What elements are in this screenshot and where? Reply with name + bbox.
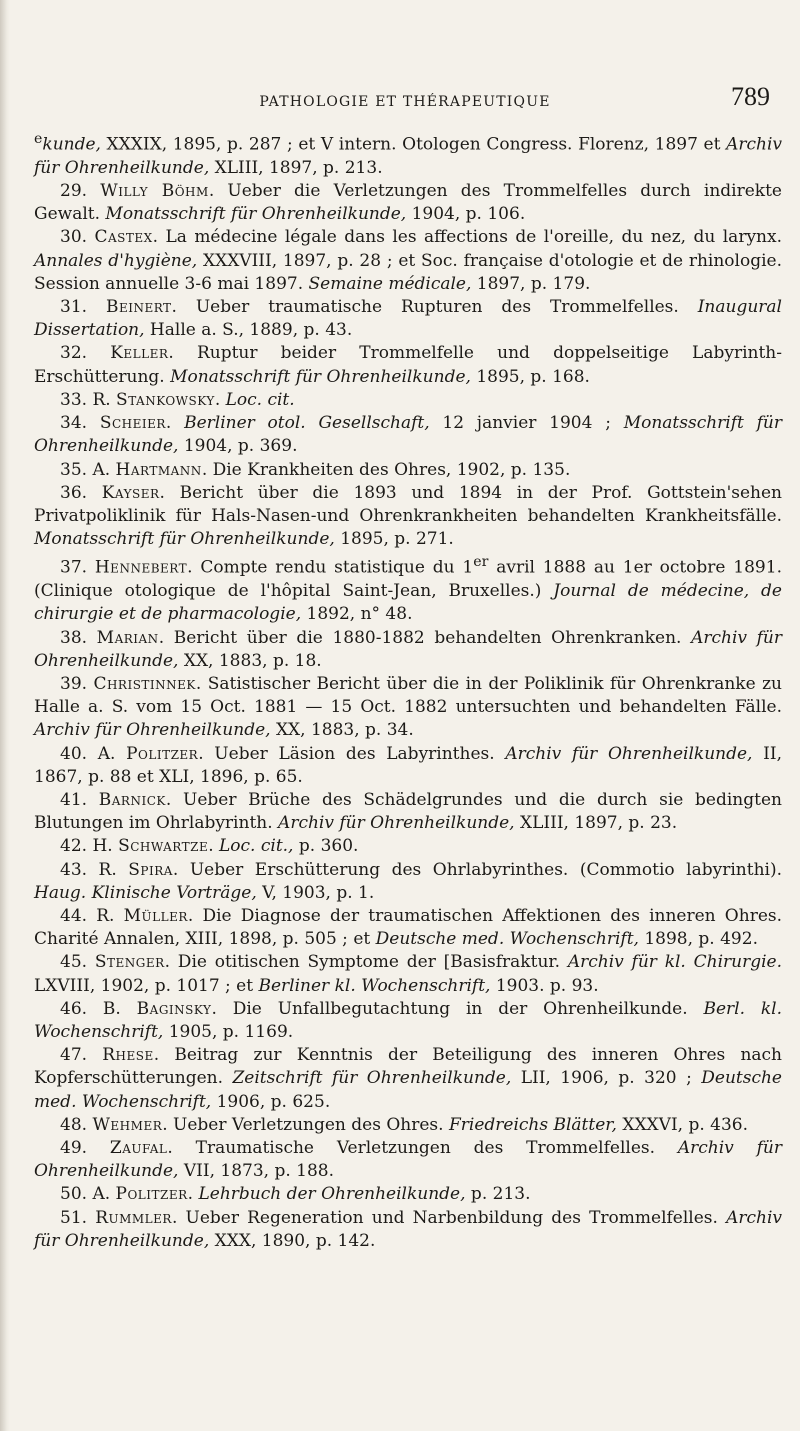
journal-title: Berl. kl. Wochenschrift, bbox=[34, 998, 782, 1043]
author-name: Politzer bbox=[115, 1184, 188, 1205]
entry-text: . bbox=[187, 1184, 199, 1205]
journal-title: Deutsche med. Wochenschrift, bbox=[34, 1068, 782, 1112]
author-name: Christinnek bbox=[93, 673, 196, 694]
entry-number: 39. bbox=[60, 673, 94, 694]
bibliography-entry bbox=[34, 459, 782, 482]
entry-text: . Ueber Regeneration und Narbenbildung des Trommelfelles. bbox=[171, 1207, 727, 1228]
entry-text: . Die Diagnose der traumatischen Affektionen des inneren Ohres. Charité Annalen, XIII, 1898, p. 505 ; et bbox=[34, 906, 783, 950]
entry-text: . Ueber traumatische Rupturen des Trommelfelles. bbox=[171, 297, 698, 318]
entry-text: 1895, p. 271. bbox=[334, 529, 454, 550]
journal-title: Berliner kl. Wochenschrift, bbox=[258, 975, 491, 996]
entry-text: . Ruptur beider Trommelfelle und doppelseitige Labyrinth-Erschütterung. bbox=[34, 343, 782, 387]
page-number: 789 bbox=[731, 82, 770, 111]
page-header bbox=[40, 82, 770, 122]
author-name: Barnick bbox=[98, 790, 166, 810]
superscript: e bbox=[34, 131, 43, 147]
entry-text: . Ueber Brüche des Schädelgrundes und die durch sie bedingten Blutungen im Ohrlabyrinth. bbox=[34, 790, 782, 834]
journal-title: Monatsschrift für Ohrenheilkunde, bbox=[34, 413, 782, 457]
bibliography-entry bbox=[34, 412, 782, 458]
author-name: Hartmann bbox=[115, 459, 202, 480]
entry-text: XLIII, 1897, p. 23. bbox=[514, 813, 678, 834]
author-name: Spira bbox=[128, 859, 173, 880]
entry-number: 38. bbox=[60, 627, 97, 648]
entry-number: 44. R. bbox=[60, 906, 124, 927]
entry-number: 32. bbox=[60, 343, 111, 364]
journal-title: Loc. cit. bbox=[225, 389, 295, 410]
entry-text: XLIII, 1897, p. 213. bbox=[209, 157, 383, 178]
entry-text: 1905, p. 1169. bbox=[163, 1022, 294, 1043]
bibliography-entry bbox=[34, 1114, 782, 1137]
entry-number: 34. bbox=[60, 413, 100, 434]
entry-text: II, 1867, p. 88 et XLI, 1896, p. 65. bbox=[34, 743, 782, 787]
entry-text: XX, 1883, p. 34. bbox=[270, 720, 414, 741]
entry-text: p. 360. bbox=[293, 836, 359, 857]
journal-title: Archiv für Ohrenheilkunde, bbox=[34, 134, 782, 178]
entry-text: . Ueber Läsion des Labyrinthes. bbox=[198, 743, 506, 764]
author-name: Hennebert bbox=[94, 557, 188, 578]
entry-number: 51. bbox=[60, 1207, 96, 1228]
entry-text: 1906, p. 625. bbox=[211, 1091, 331, 1112]
bibliography-entry bbox=[34, 1207, 782, 1253]
author-name: Castex bbox=[94, 227, 153, 248]
entry-number: 45. bbox=[60, 952, 95, 973]
bibliography-entry bbox=[34, 905, 782, 951]
entry-text: . Compte rendu statistique du 1 bbox=[187, 557, 474, 578]
entry-number: 42. H. bbox=[60, 836, 119, 857]
entry-text: . Bericht über die 1880-1882 behandelten Ohrenkranken. bbox=[158, 627, 692, 648]
journal-title: Archiv für kl. Chirurgie. bbox=[567, 952, 782, 973]
journal-title: Archiv für Ohrenheilkunde, bbox=[34, 1207, 782, 1251]
author-name: Scheier bbox=[99, 413, 166, 434]
entry-text: 1898, p. 492. bbox=[638, 929, 758, 950]
entry-number: 36. bbox=[60, 482, 102, 503]
author-name: Keller bbox=[110, 343, 169, 364]
entry-number: 35. A. bbox=[60, 459, 116, 480]
journal-title: Berliner otol. Gesellschaft, bbox=[184, 413, 430, 434]
entry-text: . Ueber Verletzungen des Ohres. bbox=[162, 1114, 449, 1135]
entry-text: avril 1888 au 1er octobre 1891. (Clinique otologique de l'hôpital Saint-Jean, Bruxelles.) bbox=[34, 557, 782, 602]
bibliography-entry bbox=[34, 180, 782, 226]
entry-text: LII, 1906, p. 320 ; bbox=[511, 1068, 702, 1089]
superscript: er bbox=[473, 554, 489, 571]
page-binding-edge bbox=[0, 0, 10, 1431]
author-name: Schwartze bbox=[118, 836, 209, 857]
journal-title: Annales d'hygiène, bbox=[34, 250, 198, 271]
journal-title: Monatsschrift für Ohrenheilkunde, bbox=[170, 366, 471, 387]
entry-number: 48. bbox=[60, 1114, 93, 1135]
entry-text: . Ueber Erschütterung des Ohrlabyrinthes. (Commotio labyrinthi). bbox=[172, 859, 782, 880]
entry-text: . Traumatische Verletzungen des Trommelfelles. bbox=[167, 1138, 678, 1159]
entry-text: LXVIII, 1902, p. 1017 ; et bbox=[34, 975, 259, 996]
journal-title: Monatsschrift für Ohrenheilkunde, bbox=[34, 529, 335, 550]
bibliography-entry bbox=[34, 1137, 782, 1183]
bibliography-entry bbox=[34, 482, 782, 552]
author-name: Rhese bbox=[102, 1045, 154, 1066]
bibliography-entry bbox=[34, 673, 782, 743]
bibliography-entry bbox=[34, 627, 782, 673]
entry-text: 1904, p. 369. bbox=[178, 436, 298, 457]
entry-number: 29. bbox=[60, 181, 101, 202]
entry-number: 41. bbox=[60, 790, 99, 810]
entry-text: VII, 1873, p. 188. bbox=[178, 1161, 334, 1182]
entry-number: 37. bbox=[60, 557, 95, 578]
journal-title: Archiv für Ohrenheilkunde, bbox=[34, 627, 782, 671]
journal-title: Semaine médicale, bbox=[308, 273, 472, 294]
entry-text: 1904, p. 106. bbox=[406, 204, 526, 225]
entry-number: 46. B. bbox=[60, 998, 137, 1019]
author-name: Marian bbox=[96, 627, 159, 648]
journal-title: Deutsche med. Wochenschrift, bbox=[375, 929, 639, 950]
entry-text: XXXVIII, 1897, p. 28 ; et Soc. française d'otologie et de rhinologie. Session annuelle 3-6 mai 1897. bbox=[34, 250, 782, 294]
author-name: Politzer bbox=[126, 743, 199, 764]
journal-title: kunde, bbox=[42, 134, 101, 155]
entry-text: XXXIX, 1895, p. 287 ; et V bbox=[100, 134, 334, 155]
bibliography-entry bbox=[34, 998, 782, 1044]
author-name: Müller bbox=[123, 906, 188, 927]
entry-number: 31. bbox=[60, 297, 106, 318]
journal-title: Lehrbuch der Ohrenheilkunde, bbox=[198, 1184, 466, 1205]
entry-text: 1903. p. 93. bbox=[490, 975, 599, 996]
entry-text: . Bericht über die 1893 und 1894 in der Prof. Gottstein'sehen Privatpoliklinik für Hals-Nasen-und Ohrenkrankheiten behandelten Krankheitsfälle. bbox=[34, 482, 782, 526]
entry-text: 1895, p. 168. bbox=[470, 366, 590, 387]
entry-text: 12 janvier 1904 ; bbox=[429, 413, 624, 434]
entry-text: intern. Otologen Congress. Florenz, 1897 et bbox=[333, 134, 727, 155]
entry-text: . Die Krankheiten des Ohres, 1902, p. 135. bbox=[201, 459, 571, 480]
entry-text: . Beitrag zur Kenntnis der Beteiligung des inneren Ohres nach Kopferschütterungen. bbox=[34, 1045, 782, 1089]
bibliography-entry bbox=[34, 226, 782, 296]
entry-text: V, 1903, p. 1. bbox=[256, 882, 375, 903]
bibliography-entry bbox=[34, 789, 782, 835]
entry-number: 47. bbox=[60, 1045, 103, 1066]
entry-text: p. 213. bbox=[465, 1184, 531, 1205]
journal-title: Archiv für Ohrenheilkunde, bbox=[505, 743, 753, 764]
author-name: Rummler bbox=[95, 1207, 172, 1228]
entry-text: XX, 1883, p. 18. bbox=[178, 650, 322, 671]
bibliography-entry bbox=[34, 128, 782, 180]
journal-title: Journal de médecine, de chirurgie et de pharmacologie, bbox=[34, 581, 782, 625]
bibliography-entry bbox=[34, 342, 782, 388]
author-name: Wehmer bbox=[92, 1114, 163, 1135]
entry-text: . Satistischer Bericht über die in der Poliklinik für Ohrenkranke zu Halle a. S. vom 15 Oct. 1881 — 15 Oct. 1882 untersuchten und behandelten Fälle. bbox=[34, 673, 782, 718]
author-name: Stenger bbox=[94, 952, 165, 973]
bibliography-entry bbox=[34, 859, 782, 905]
bibliography-entry bbox=[34, 1044, 782, 1114]
entry-text: XXX, 1890, p. 142. bbox=[209, 1230, 376, 1251]
author-name: Beinert bbox=[105, 297, 172, 318]
bibliography-entry bbox=[34, 389, 782, 412]
journal-title: Friedreichs Blätter, bbox=[448, 1114, 617, 1135]
entry-number: 30. bbox=[60, 227, 95, 248]
journal-title: Archiv für Ohrenheilkunde, bbox=[34, 1138, 783, 1182]
entry-number: 43. R. bbox=[60, 859, 129, 880]
bibliography-entry bbox=[34, 296, 782, 342]
running-title: PATHOLOGIE ET THÉRAPEUTIQUE bbox=[259, 94, 551, 110]
entry-number: 50. A. bbox=[60, 1184, 116, 1205]
entry-text: . bbox=[208, 836, 220, 857]
bibliography-list bbox=[34, 128, 782, 1253]
entry-text: Halle a. S., 1889, p. 43. bbox=[144, 320, 353, 341]
entry-number: 40. A. bbox=[60, 743, 127, 764]
entry-text: . bbox=[165, 413, 185, 434]
author-name: Kayser bbox=[101, 482, 160, 503]
entry-number: 49. bbox=[60, 1138, 110, 1159]
journal-title: Haug. Klinische Vorträge, bbox=[34, 882, 257, 903]
journal-title: Archiv für Ohrenheilkunde, bbox=[34, 720, 271, 741]
bibliography-entry bbox=[34, 1183, 782, 1206]
bibliography-entry bbox=[34, 743, 782, 789]
journal-title: Zeitschrift für Ohrenheilkunde, bbox=[232, 1068, 512, 1089]
entry-number: 33. R. bbox=[60, 389, 117, 410]
entry-text: . Die Unfallbegutachtung in der Ohrenheilkunde. bbox=[211, 998, 704, 1019]
entry-text: . Die otitischen Symptome der [Basisfraktur. bbox=[164, 952, 568, 973]
bibliography-entry bbox=[34, 551, 782, 626]
journal-title: Inaugural Dissertation, bbox=[34, 297, 782, 341]
journal-title: Monatsschrift für Ohrenheilkunde, bbox=[105, 204, 407, 225]
entry-text: . La médecine légale dans les affections de l'oreille, du nez, du larynx. bbox=[152, 227, 782, 248]
entry-text: 1892, n° 48. bbox=[301, 604, 413, 625]
author-name: Willy Böhm bbox=[100, 181, 209, 202]
entry-text: . bbox=[214, 389, 226, 410]
bibliography-entry bbox=[34, 835, 782, 858]
bibliography-entry bbox=[34, 951, 782, 997]
entry-text: 1897, p. 179. bbox=[471, 273, 591, 294]
author-name: Baginsky bbox=[136, 998, 212, 1019]
author-name: Zaufal bbox=[109, 1138, 168, 1159]
entry-text: . Ueber die Verletzungen des Trommelfelles durch indirekte Gewalt. bbox=[34, 181, 782, 225]
journal-title: Archiv für Ohrenheilkunde, bbox=[278, 813, 515, 834]
entry-text: XXXVI, p. 436. bbox=[616, 1114, 749, 1135]
author-name: Stankowsky bbox=[116, 389, 215, 410]
journal-title: Loc. cit., bbox=[219, 836, 294, 857]
